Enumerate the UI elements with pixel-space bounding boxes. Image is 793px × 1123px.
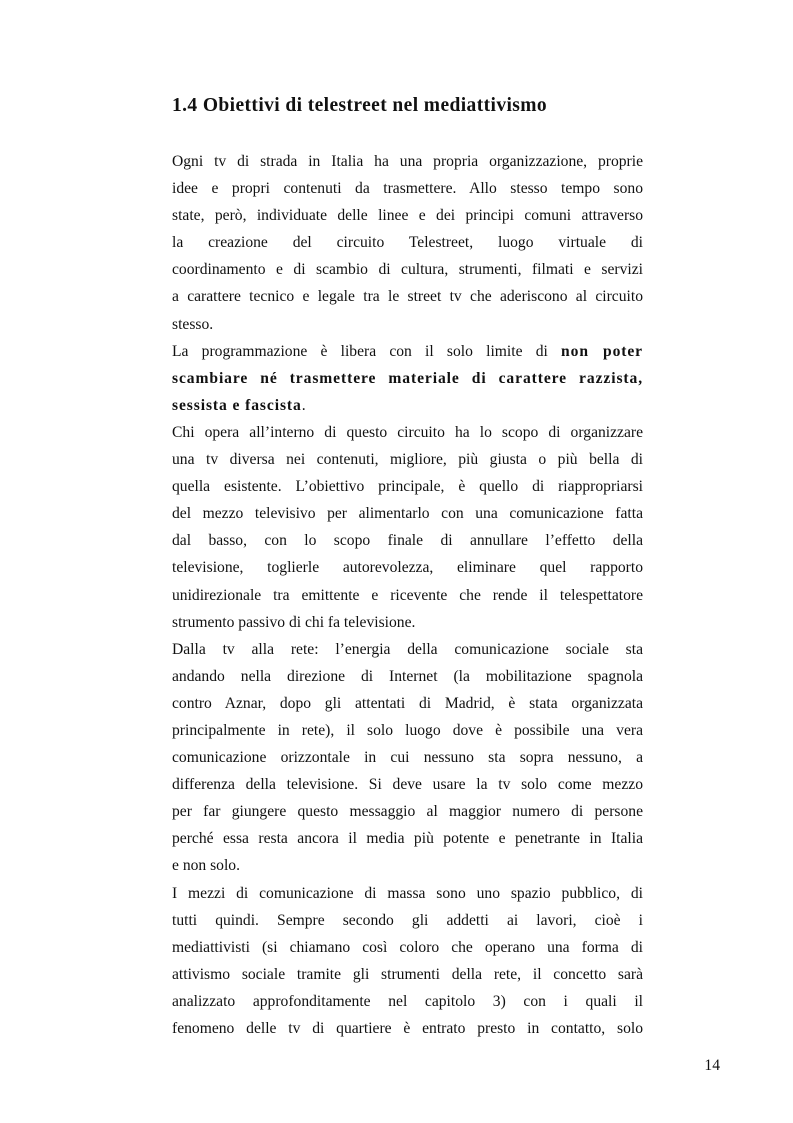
text-line: principalmente in rete), il solo luogo dove è possibile una vera (172, 721, 643, 739)
body-text (172, 148, 643, 1042)
text-line: quella esistente. L’obiettivo principale, è quello di riappropriarsi (172, 478, 643, 496)
paragraph-1 (172, 148, 643, 338)
text-line: per far giungere questo messaggio al maggior numero di persone (172, 803, 643, 821)
text-line: contro Aznar, dopo gli attentati di Madrid, è stata organizzata (172, 694, 643, 712)
text-line: strumento passivo di chi fa televisione. (172, 613, 416, 631)
paragraph-5 (172, 880, 643, 1043)
text-line: fenomeno delle tv di quartiere è entrato presto in contatto, solo (172, 1020, 643, 1037)
text-line: mediattivisti (si chiamano così coloro che operano una forma di (172, 938, 643, 956)
paragraph-3 (172, 419, 643, 636)
text-line: e non solo. (172, 857, 241, 875)
text-line: coordinamento e di scambio di cultura, strumenti, filmati e servizi (172, 261, 643, 279)
page-number: 14 (704, 1057, 720, 1074)
text-line: la creazione del circuito Telestreet, luogo virtuale di (172, 234, 643, 252)
text-line: Dalla tv alla rete: l’energia della comunicazione sociale sta (172, 640, 643, 658)
text-line: analizzato approfonditamente nel capitolo 3) con i quali il (172, 992, 643, 1010)
text-line: una tv diversa nei contenuti, migliore, più giusta o più bella di (172, 451, 643, 469)
text-line: andando nella direzione di Internet (la mobilitazione spagnola (172, 667, 643, 685)
text-line: Ogni tv di strada in Italia ha una propria organizzazione, proprie (172, 153, 643, 170)
text-line: state, però, individuate delle linee e dei principi comuni attraverso (172, 207, 643, 225)
text-line: tutti quindi. Sempre secondo gli addetti ai lavori, cioè i (172, 911, 643, 929)
paragraph-2 (172, 338, 643, 419)
emphasis-text: sessista e fascista (172, 396, 302, 414)
text-line: comunicazione orizzontale in cui nessuno sta sopra nessuno, a (172, 749, 643, 767)
text-line: differenza della televisione. Si deve usare la tv solo come mezzo (172, 776, 643, 794)
text-line: a carattere tecnico e legale tra le street tv che aderiscono al circuito (172, 288, 643, 306)
emphasis-line: scambiare né trasmettere materiale di carattere razzista, (172, 369, 643, 387)
emphasis-text: non poter (561, 342, 643, 360)
text-line: idee e propri contenuti da trasmettere. Allo stesso tempo sono (172, 180, 643, 198)
paragraph-4 (172, 636, 643, 880)
text-line: unidirezionale tra emittente e ricevente che rende il telespettatore (172, 586, 643, 604)
text-line: del mezzo televisivo per alimentarlo con una comunicazione fatta (172, 505, 643, 523)
text-line: stesso. (172, 315, 214, 333)
text-line: dal basso, con lo scopo finale di annullare l’effetto della (172, 532, 643, 550)
text-line: Chi opera all’interno di questo circuito ha lo scopo di organizzare (172, 423, 643, 441)
text-line: televisione, toglierle autorevolezza, eliminare quel rapporto (172, 559, 643, 577)
text-run: La programmazione è libera con il solo limite di (172, 342, 562, 360)
text-line (172, 338, 643, 365)
text-run: . (301, 396, 306, 414)
text-line: I mezzi di comunicazione di massa sono uno spazio pubblico, di (172, 884, 643, 902)
section-heading: 1.4 Obiettivi di telestreet nel mediattivismo (172, 95, 548, 116)
text-line: perché essa resta ancora il media più potente e penetrante in Italia (172, 830, 643, 848)
text-line: attivismo sociale tramite gli strumenti della rete, il concetto sarà (172, 965, 643, 983)
text-line (172, 392, 643, 419)
